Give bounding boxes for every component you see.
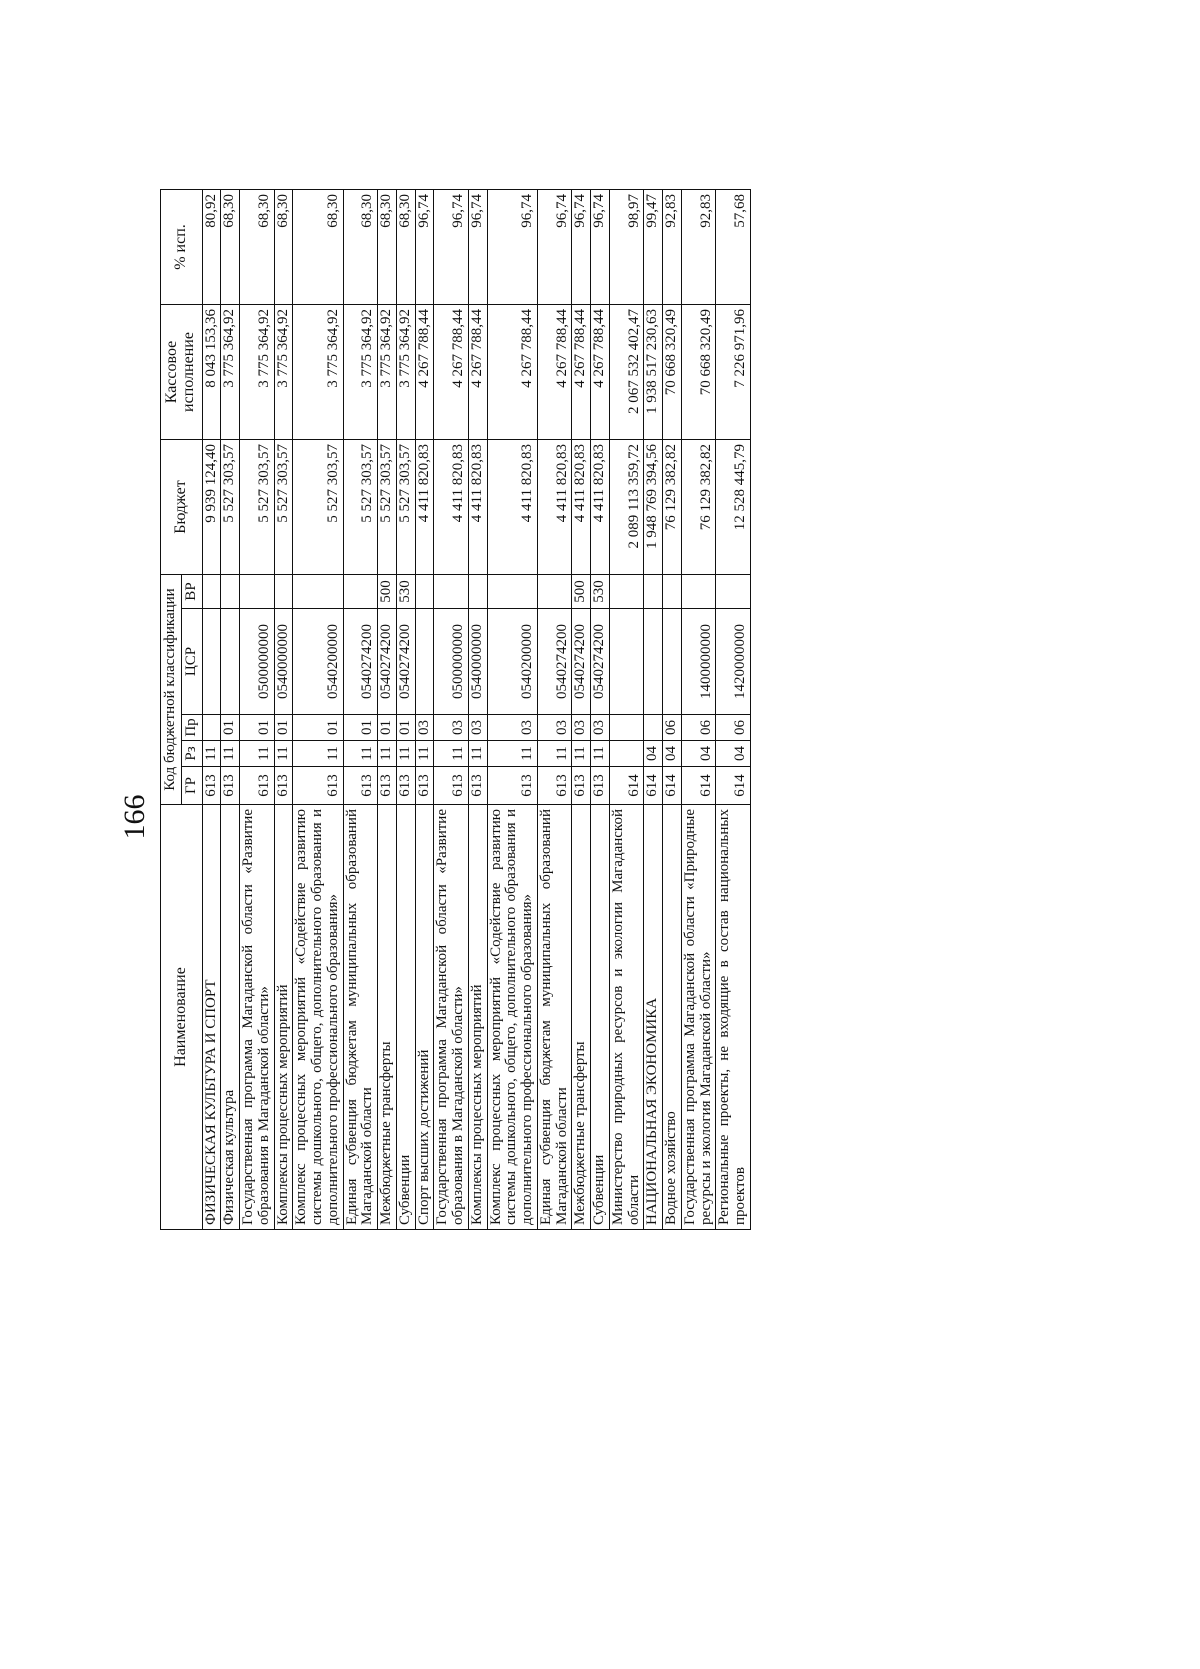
cell-gr: 613 — [293, 767, 343, 805]
cell-gr: 613 — [240, 767, 275, 805]
cell-budget: 4 411 820,83 — [591, 440, 610, 575]
cell-budget: 4 411 820,83 — [434, 440, 469, 575]
cell-vr — [240, 575, 275, 609]
table-row — [378, 190, 397, 1230]
cell-name: Комплексы процессных мероприятий — [468, 805, 487, 1230]
cell-name: Спорт высших достижений — [415, 805, 434, 1230]
cell-rz: 11 — [274, 741, 293, 767]
cell-budget: 4 411 820,83 — [572, 440, 591, 575]
cell-cash: 4 267 788,44 — [487, 305, 537, 440]
cell-pr: 01 — [378, 715, 397, 741]
cell-name: Субвенции — [591, 805, 610, 1230]
table-row — [487, 190, 537, 1230]
cell-rz: 11 — [202, 741, 221, 767]
cell-rz: 11 — [415, 741, 434, 767]
cell-percent: 68,30 — [293, 190, 343, 305]
cell-budget: 2 089 113 359,72 — [609, 440, 644, 575]
cell-vr — [415, 575, 434, 609]
table-row — [434, 190, 469, 1230]
cell-budget: 5 527 303,57 — [240, 440, 275, 575]
cell-pr: 01 — [343, 715, 378, 741]
cell-gr: 613 — [274, 767, 293, 805]
cell-pr: 01 — [293, 715, 343, 741]
cell-pr: 03 — [434, 715, 469, 741]
cell-pr — [644, 715, 663, 741]
cell-gr: 613 — [537, 767, 572, 805]
cell-name: Комплекс процессных мероприятий «Содействие развитию системы дошкольного, общего, дополнительного образования и дополнительного профессионального образования» — [293, 805, 343, 1230]
cell-gr: 613 — [343, 767, 378, 805]
cell-name: Государственная программа Магаданской области «Природные ресурсы и экология Магаданской области» — [681, 805, 716, 1230]
cell-percent: 80,92 — [202, 190, 221, 305]
header-rz: Рз — [181, 741, 202, 767]
cell-rz: 04 — [681, 741, 716, 767]
cell-gr: 613 — [572, 767, 591, 805]
table-row — [415, 190, 434, 1230]
table-body — [202, 190, 750, 1230]
cell-pr: 06 — [681, 715, 716, 741]
cell-csr: 0540274200 — [396, 609, 415, 715]
cell-pr: 01 — [221, 715, 240, 741]
cell-rz: 11 — [293, 741, 343, 767]
cell-rz: 11 — [378, 741, 397, 767]
cell-percent: 68,30 — [221, 190, 240, 305]
cell-pr: 01 — [274, 715, 293, 741]
cell-vr — [609, 575, 644, 609]
table-row — [396, 190, 415, 1230]
cell-name: ФИЗИЧЕСКАЯ КУЛЬТУРА И СПОРТ — [202, 805, 221, 1230]
cell-cash: 70 668 320,49 — [681, 305, 716, 440]
cell-cash: 4 267 788,44 — [468, 305, 487, 440]
cell-name: Единая субвенция бюджетам муниципальных образований Магаданской области — [343, 805, 378, 1230]
cell-rz — [609, 741, 644, 767]
cell-vr — [202, 575, 221, 609]
cell-percent: 96,74 — [591, 190, 610, 305]
cell-name: Министерство природных ресурсов и экологии Магаданской области — [609, 805, 644, 1230]
cell-cash: 7 226 971,96 — [716, 305, 751, 440]
cell-csr — [644, 609, 663, 715]
cell-rz: 04 — [716, 741, 751, 767]
cell-vr — [274, 575, 293, 609]
cell-csr — [415, 609, 434, 715]
cell-csr: 0540200000 — [293, 609, 343, 715]
cell-cash: 4 267 788,44 — [591, 305, 610, 440]
table-row — [343, 190, 378, 1230]
cell-name: Межбюджетные трансферты — [378, 805, 397, 1230]
cell-percent: 68,30 — [343, 190, 378, 305]
cell-csr: 0500000000 — [434, 609, 469, 715]
cell-name: Субвенции — [396, 805, 415, 1230]
cell-name: Водное хозяйство — [663, 805, 682, 1230]
cell-pr: 03 — [468, 715, 487, 741]
cell-cash: 4 267 788,44 — [415, 305, 434, 440]
cell-budget: 4 411 820,83 — [487, 440, 537, 575]
cell-rz: 11 — [572, 741, 591, 767]
cell-csr: 0540000000 — [468, 609, 487, 715]
cell-csr: 1400000000 — [681, 609, 716, 715]
cell-rz: 11 — [396, 741, 415, 767]
cell-name: Государственная программа Магаданской области «Развитие образования в Магаданской области» — [240, 805, 275, 1230]
cell-vr: 500 — [572, 575, 591, 609]
cell-gr: 613 — [415, 767, 434, 805]
cell-name: Межбюджетные трансферты — [572, 805, 591, 1230]
cell-budget: 1 948 769 394,56 — [644, 440, 663, 575]
cell-name: Государственная программа Магаданской области «Развитие образования в Магаданской области» — [434, 805, 469, 1230]
table-row — [716, 190, 751, 1230]
cell-gr: 614 — [681, 767, 716, 805]
cell-csr — [221, 609, 240, 715]
table-row — [572, 190, 591, 1230]
cell-vr — [468, 575, 487, 609]
cell-percent: 68,30 — [378, 190, 397, 305]
cell-pr: 06 — [716, 715, 751, 741]
cell-percent: 68,30 — [240, 190, 275, 305]
table-row — [468, 190, 487, 1230]
cell-pr: 03 — [415, 715, 434, 741]
cell-csr — [663, 609, 682, 715]
cell-vr — [221, 575, 240, 609]
cell-vr: 530 — [396, 575, 415, 609]
header-code-group: Код бюджетной классификации — [161, 575, 182, 805]
cell-vr — [293, 575, 343, 609]
cell-name: НАЦИОНАЛЬНАЯ ЭКОНОМИКА — [644, 805, 663, 1230]
cell-percent: 92,83 — [663, 190, 682, 305]
cell-csr — [202, 609, 221, 715]
cell-budget: 5 527 303,57 — [293, 440, 343, 575]
cell-name: Комплексы процессных мероприятий — [274, 805, 293, 1230]
cell-rz: 11 — [221, 741, 240, 767]
table-row — [609, 190, 644, 1230]
cell-cash: 3 775 364,92 — [293, 305, 343, 440]
cell-cash: 1 938 517 230,63 — [644, 305, 663, 440]
table-row — [293, 190, 343, 1230]
cell-percent: 96,74 — [537, 190, 572, 305]
cell-gr: 613 — [378, 767, 397, 805]
cell-pr: 01 — [396, 715, 415, 741]
header-pr: Пр — [181, 715, 202, 741]
cell-vr — [681, 575, 716, 609]
table-row — [591, 190, 610, 1230]
cell-cash: 3 775 364,92 — [221, 305, 240, 440]
cell-gr: 613 — [591, 767, 610, 805]
cell-gr: 613 — [468, 767, 487, 805]
cell-cash: 2 067 532 402,47 — [609, 305, 644, 440]
cell-gr: 613 — [396, 767, 415, 805]
table-row — [274, 190, 293, 1230]
cell-percent: 68,30 — [274, 190, 293, 305]
table-row — [202, 190, 221, 1230]
cell-cash: 3 775 364,92 — [378, 305, 397, 440]
cell-vr — [343, 575, 378, 609]
header-csr: ЦСР — [181, 609, 202, 715]
page-number: 166 — [118, 794, 151, 840]
cell-rz: 11 — [240, 741, 275, 767]
cell-cash: 70 668 320,49 — [663, 305, 682, 440]
cell-budget: 5 527 303,57 — [221, 440, 240, 575]
cell-gr: 614 — [644, 767, 663, 805]
cell-rz: 11 — [537, 741, 572, 767]
table-header — [161, 190, 203, 1230]
cell-pr: 06 — [663, 715, 682, 741]
cell-rz: 04 — [644, 741, 663, 767]
cell-budget: 12 528 445,79 — [716, 440, 751, 575]
cell-rz: 11 — [434, 741, 469, 767]
cell-budget: 76 129 382,82 — [681, 440, 716, 575]
cell-gr: 614 — [716, 767, 751, 805]
cell-rz: 11 — [343, 741, 378, 767]
cell-vr: 500 — [378, 575, 397, 609]
cell-rz: 11 — [591, 741, 610, 767]
cell-gr: 613 — [202, 767, 221, 805]
rotated-table-container — [160, 190, 1050, 1230]
header-budget: Бюджет — [161, 440, 203, 575]
cell-rz: 11 — [487, 741, 537, 767]
cell-rz: 04 — [663, 741, 682, 767]
cell-vr — [716, 575, 751, 609]
cell-pr: 03 — [572, 715, 591, 741]
cell-pr: 03 — [487, 715, 537, 741]
cell-percent: 96,74 — [434, 190, 469, 305]
cell-vr — [537, 575, 572, 609]
cell-percent: 96,74 — [468, 190, 487, 305]
cell-cash: 4 267 788,44 — [434, 305, 469, 440]
cell-name: Региональные проекты, не входящие в состав национальных проектов — [716, 805, 751, 1230]
cell-gr: 614 — [609, 767, 644, 805]
cell-name: Комплекс процессных мероприятий «Содействие развитию системы дошкольного, общего, дополнительного образования и дополнительного профессионального образования» — [487, 805, 537, 1230]
cell-budget: 5 527 303,57 — [378, 440, 397, 575]
cell-vr — [487, 575, 537, 609]
cell-gr: 613 — [487, 767, 537, 805]
cell-cash: 8 043 153,36 — [202, 305, 221, 440]
cell-pr — [202, 715, 221, 741]
header-cash: Кассовое исполнение — [161, 305, 203, 440]
cell-budget: 4 411 820,83 — [468, 440, 487, 575]
cell-budget: 9 939 124,40 — [202, 440, 221, 575]
cell-percent: 96,74 — [572, 190, 591, 305]
cell-cash: 3 775 364,92 — [343, 305, 378, 440]
cell-gr: 613 — [221, 767, 240, 805]
cell-budget: 4 411 820,83 — [415, 440, 434, 575]
cell-budget: 5 527 303,57 — [274, 440, 293, 575]
budget-table — [160, 189, 751, 1230]
header-name: Наименование — [161, 805, 203, 1230]
cell-cash: 3 775 364,92 — [240, 305, 275, 440]
cell-vr — [663, 575, 682, 609]
table-row — [663, 190, 682, 1230]
cell-pr — [609, 715, 644, 741]
cell-budget: 76 129 382,82 — [663, 440, 682, 575]
cell-csr: 0540274200 — [591, 609, 610, 715]
cell-name: Единая субвенция бюджетам муниципальных образований Магаданской области — [537, 805, 572, 1230]
table-row — [681, 190, 716, 1230]
header-percent: % исп. — [161, 190, 203, 305]
cell-csr: 0500000000 — [240, 609, 275, 715]
table-row — [240, 190, 275, 1230]
cell-csr: 0540274200 — [572, 609, 591, 715]
cell-csr — [609, 609, 644, 715]
table-row — [221, 190, 240, 1230]
cell-percent: 68,30 — [396, 190, 415, 305]
cell-csr: 0540274200 — [343, 609, 378, 715]
cell-vr: 530 — [591, 575, 610, 609]
cell-csr: 1420000000 — [716, 609, 751, 715]
header-gr: ГР — [181, 767, 202, 805]
cell-budget: 5 527 303,57 — [396, 440, 415, 575]
table-row — [537, 190, 572, 1230]
cell-csr: 0540000000 — [274, 609, 293, 715]
cell-cash: 3 775 364,92 — [396, 305, 415, 440]
cell-cash: 3 775 364,92 — [274, 305, 293, 440]
cell-pr: 01 — [240, 715, 275, 741]
cell-gr: 613 — [434, 767, 469, 805]
cell-gr: 614 — [663, 767, 682, 805]
cell-percent: 96,74 — [415, 190, 434, 305]
cell-budget: 5 527 303,57 — [343, 440, 378, 575]
table-row — [644, 190, 663, 1230]
cell-percent: 98,97 — [609, 190, 644, 305]
cell-rz: 11 — [468, 741, 487, 767]
cell-percent: 99,47 — [644, 190, 663, 305]
cell-percent: 92,83 — [681, 190, 716, 305]
header-vr: ВР — [181, 575, 202, 609]
cell-budget: 4 411 820,83 — [537, 440, 572, 575]
cell-pr: 03 — [537, 715, 572, 741]
cell-csr: 0540200000 — [487, 609, 537, 715]
cell-pr: 03 — [591, 715, 610, 741]
cell-vr — [434, 575, 469, 609]
cell-percent: 96,74 — [487, 190, 537, 305]
cell-cash: 4 267 788,44 — [537, 305, 572, 440]
cell-percent: 57,68 — [716, 190, 751, 305]
cell-cash: 4 267 788,44 — [572, 305, 591, 440]
cell-csr: 0540274200 — [537, 609, 572, 715]
cell-csr: 0540274200 — [378, 609, 397, 715]
cell-name: Физическая культура — [221, 805, 240, 1230]
cell-vr — [644, 575, 663, 609]
